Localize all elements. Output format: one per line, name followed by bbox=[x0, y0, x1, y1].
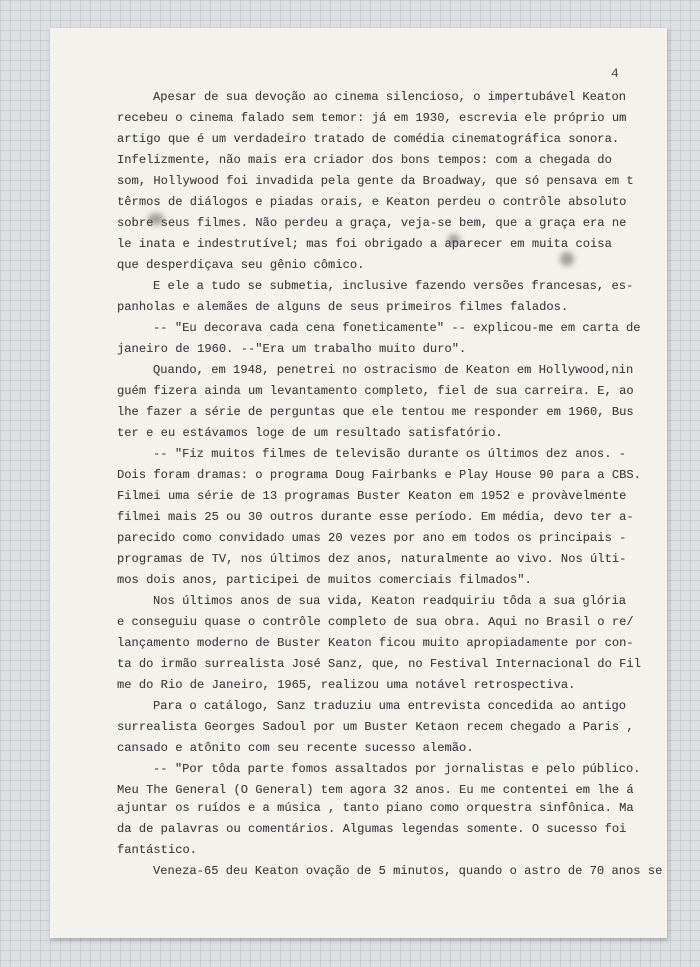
text-line: artigo que é um verdadeiro tratado de comédia cinematográfica sonora. bbox=[117, 132, 620, 146]
text-line: filmei mais 25 ou 30 outros durante esse período. Em média, devo ter a- bbox=[117, 510, 634, 524]
text-line: parecido como convidado umas 20 vezes por ano em todos os principais - bbox=[117, 531, 627, 545]
text-line: têrmos de diálogos e piadas orais, e Keaton perdeu o contrôle absoluto bbox=[117, 195, 627, 209]
text-line: panholas e alemães de alguns de seus primeiros filmes falados. bbox=[117, 300, 569, 314]
text-line: le inata e indestrutível; mas foi obrigado a aparecer em muita coisa bbox=[117, 237, 612, 251]
text-line: ta do irmão surrealista José Sanz, que, no Festival Internacional do Fil bbox=[117, 657, 641, 671]
text-line: e conseguiu quase o contrôle completo de sua obra. Aqui no Brasil o re/ bbox=[117, 615, 634, 629]
text-line: Infelizmente, não mais era criador dos bons tempos: com a chegada do bbox=[117, 153, 612, 167]
text-line: sobre seus filmes. Não perdeu a graça, veja-se bem, que a graça era ne bbox=[117, 216, 627, 230]
text-line: Para o catálogo, Sanz traduziu uma entrevista concedida ao antigo bbox=[153, 699, 627, 713]
text-line: -- "Fiz muitos filmes de televisão durante os últimos dez anos. - bbox=[153, 447, 627, 461]
page-number: 4 bbox=[611, 66, 619, 81]
text-line: programas de TV, nos últimos dez anos, naturalmente ao vivo. Nos últi- bbox=[117, 552, 627, 566]
text-line: Nos últimos anos de sua vida, Keaton readquiriu tôda a sua glória bbox=[153, 594, 627, 608]
text-line: janeiro de 1960. --"Era um trabalho muito duro". bbox=[117, 342, 467, 356]
text-line: som, Hollywood foi invadida pela gente da Broadway, que só pensava em t bbox=[117, 174, 634, 188]
text-line: da de palavras ou comentários. Algumas legendas somente. O sucesso foi bbox=[117, 822, 627, 836]
text-line: recebeu o cinema falado sem temor: já em 1930, escrevia ele próprio um bbox=[117, 111, 627, 125]
text-line: lançamento moderno de Buster Keaton ficou muito apropiadamente por con- bbox=[117, 636, 634, 650]
text-line: Apesar de sua devoção ao cinema silencioso, o impertubável Keaton bbox=[153, 90, 627, 104]
text-line: E ele a tudo se submetia, inclusive fazendo versões francesas, es- bbox=[153, 279, 634, 293]
text-line: lhe fazer a série de perguntas que ele tentou me responder em 1960, Bus bbox=[117, 405, 634, 419]
text-line: guém fizera ainda um levantamento completo, fiel de sua carreira. E, ao bbox=[117, 384, 634, 398]
text-line: ter e eu estávamos loge de um resultado satisfatório. bbox=[117, 426, 503, 440]
text-line: fantástico. bbox=[117, 843, 198, 857]
text-line: -- "Eu decorava cada cena foneticamente" -- explicou-me em carta de bbox=[153, 321, 641, 335]
text-line: Dois foram dramas: o programa Doug Fairbanks e Play House 90 para a CBS. bbox=[117, 468, 641, 482]
text-line: Veneza-65 deu Keaton ovação de 5 minutos, quando o astro de 70 anos se bbox=[153, 864, 663, 878]
text-line: Meu The General (O General) tem agora 32 anos. Eu me contentei em lhe á bbox=[117, 783, 634, 797]
text-line: ajuntar os ruídos e a música , tanto piano como orquestra sinfônica. Ma bbox=[117, 801, 634, 815]
ink-smudge bbox=[560, 252, 574, 266]
text-line: Quando, em 1948, penetrei no ostracismo de Keaton em Hollywood,nin bbox=[153, 363, 634, 377]
text-line: -- "Por tôda parte fomos assaltados por jornalistas e pelo público. bbox=[153, 762, 641, 776]
text-line: cansado e atônito com seu recente sucesso alemão. bbox=[117, 741, 474, 755]
text-line: me do Rio de Janeiro, 1965, realizou uma notável retrospectiva. bbox=[117, 678, 576, 692]
text-line: Filmei uma série de 13 programas Buster Keaton em 1952 e provàvelmente bbox=[117, 489, 627, 503]
text-line: mos dois anos, participei de muitos comerciais filmados". bbox=[117, 573, 532, 587]
text-line: surrealista Georges Sadoul por um Buster Ketaon recem chegado a Paris , bbox=[117, 720, 634, 734]
text-line: que desperdiçava seu gênio cômico. bbox=[117, 258, 365, 272]
